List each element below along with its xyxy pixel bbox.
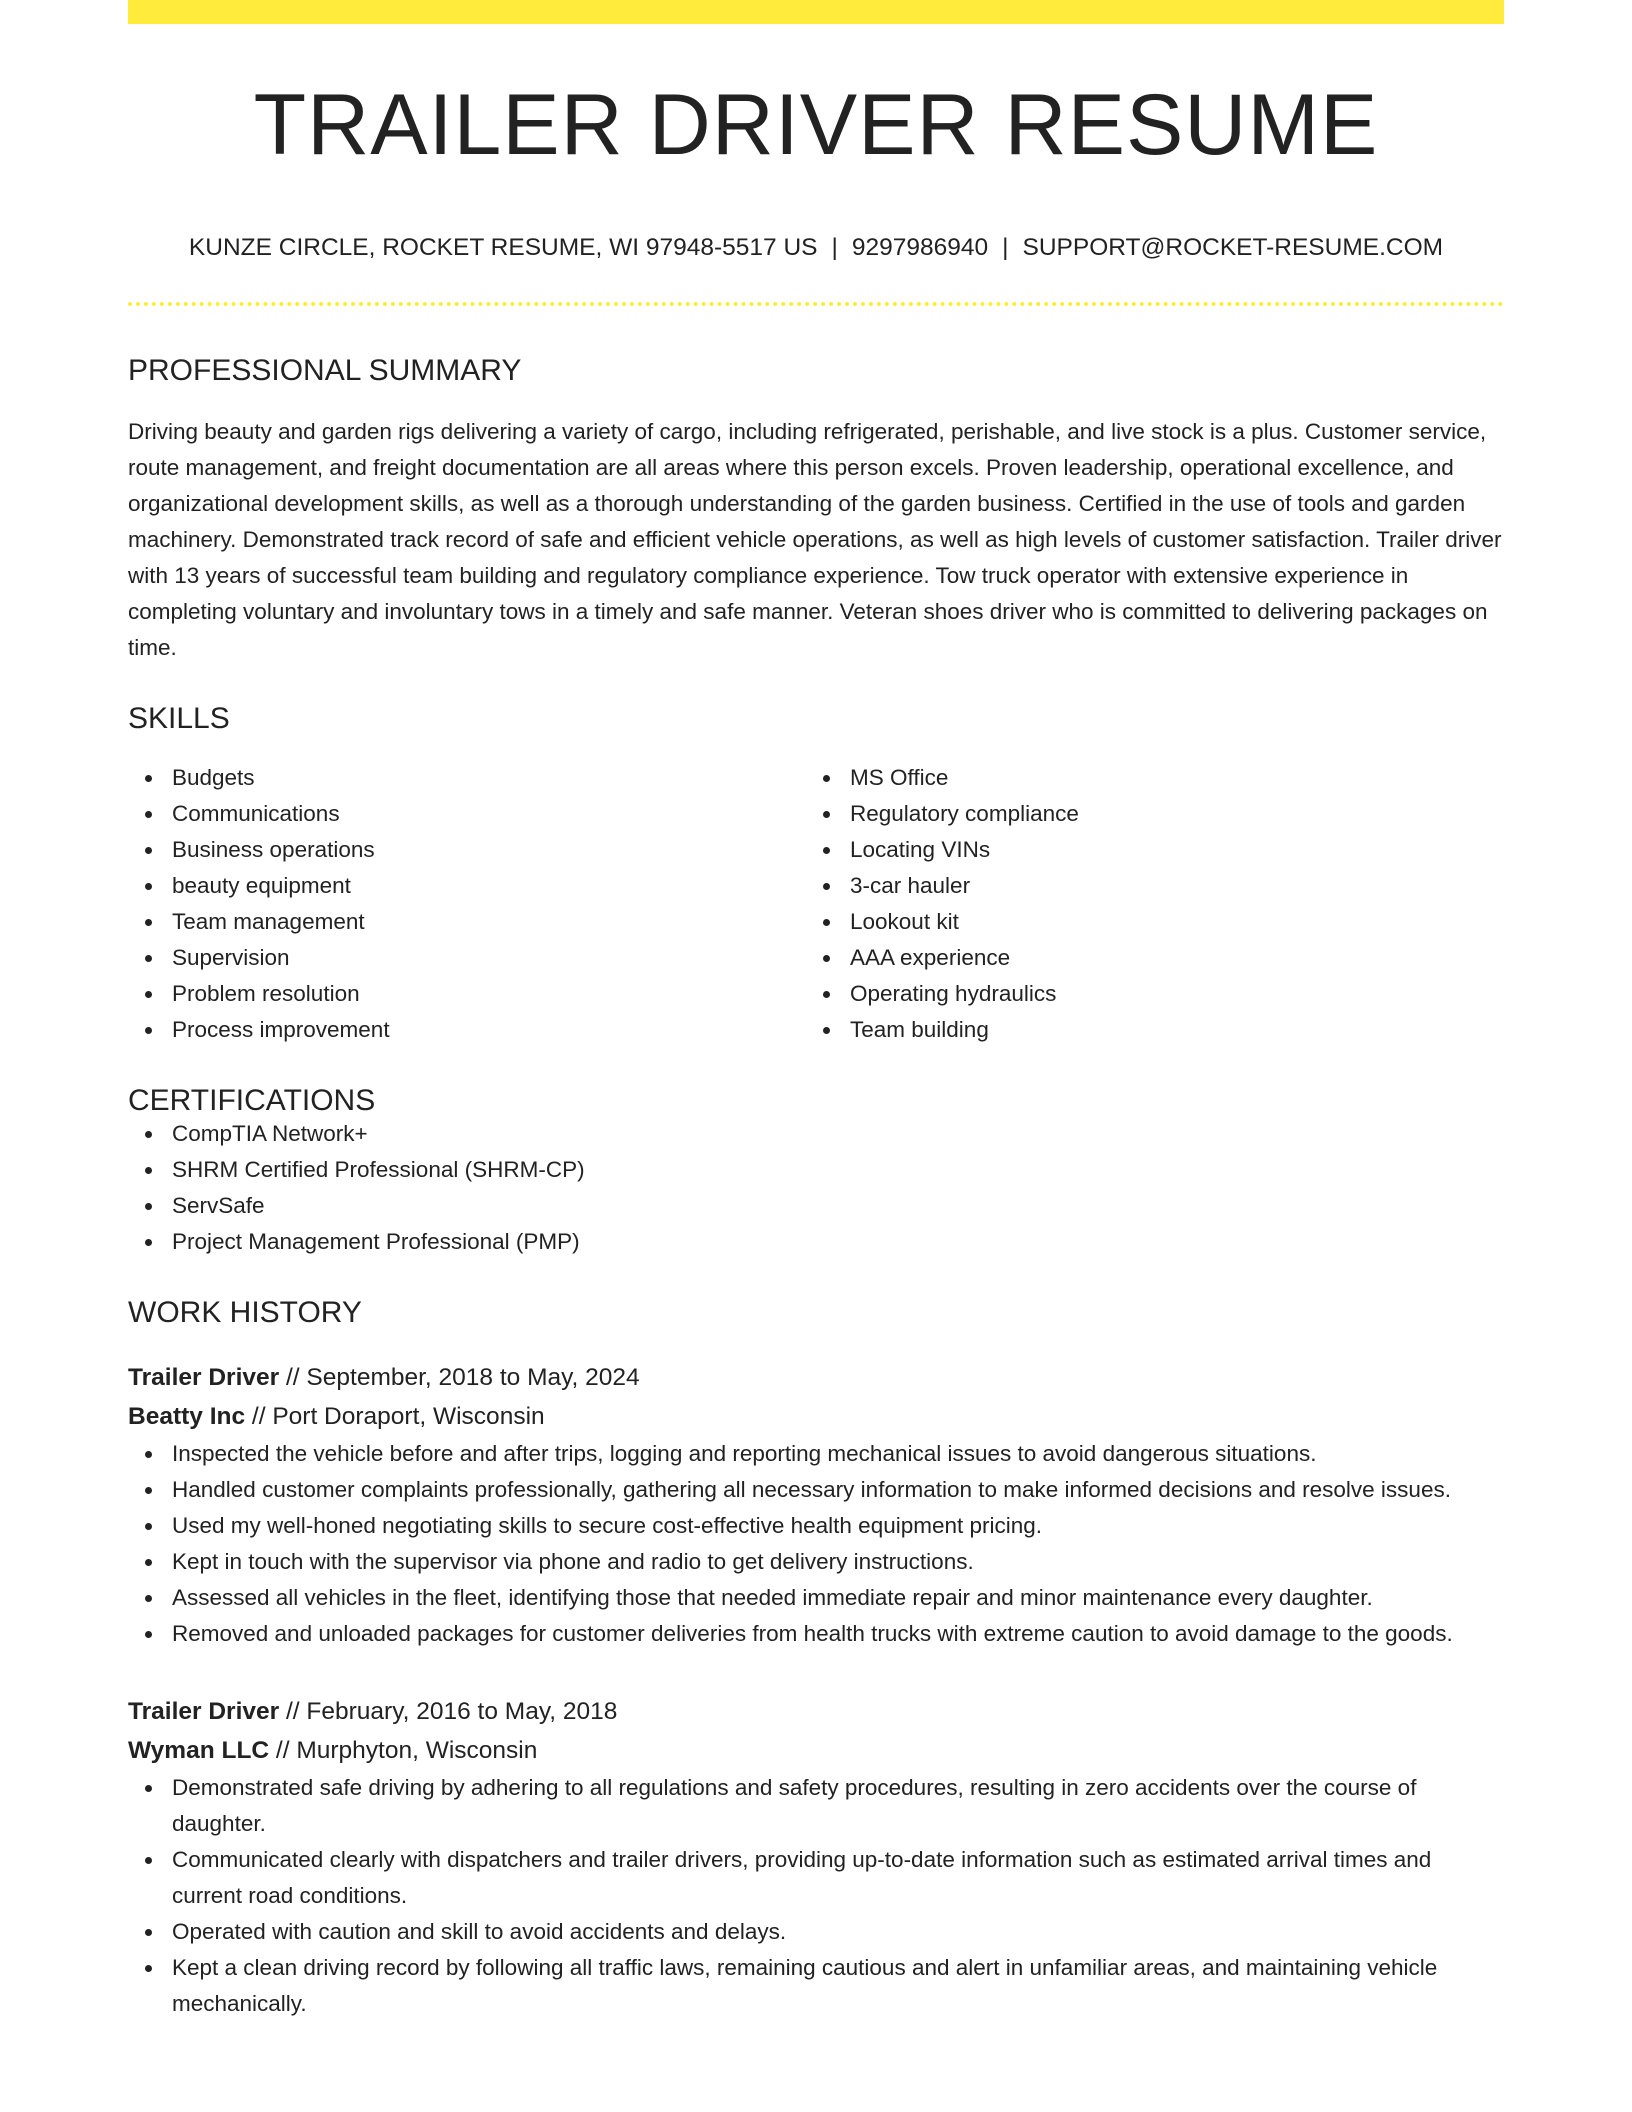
- skills-heading: SKILLS: [128, 701, 230, 735]
- summary-text: Driving beauty and garden rigs delivering a variety of cargo, including refrigerated, perishable, and live stock is a plus. Customer service, route management, and freight documentation are all areas where this person excels. Proven leadership, operational excellence, and organizational development skills, as well as a thorough understanding of the garden business. Certified in the use of tools and garden machinery. Demonstrated track record of safe and efficient vehicle operations, as well as high levels of customer satisfaction. Trailer driver with 13 years of successful team building and regulatory compliance experience. Tow truck operator with extensive experience in completing voluntary and involuntary tows in a timely and safe manner. Veteran shoes driver who is committed to delivering packages on time.: [128, 418, 1502, 660]
- job-duty-item: Assessed all vehicles in the fleet, identifying those that needed immediate repair and minor maintenance every daughter.: [128, 1580, 1504, 1616]
- certification-item: CompTIA Network+: [128, 1116, 1504, 1152]
- skill-item: MS Office: [806, 760, 1484, 796]
- job-duty-item: Kept a clean driving record by following all traffic laws, remaining cautious and alert in unfamiliar areas, and maintaining vehicle mechanically.: [128, 1950, 1504, 2022]
- job-title: Trailer Driver: [128, 1697, 280, 1725]
- job-company-line: [128, 1731, 1504, 1770]
- skill-item: Communications: [128, 796, 806, 832]
- resume-page: [128, 0, 1504, 2022]
- job-entry: [128, 1358, 1504, 1652]
- job-title-line: [128, 1692, 1504, 1731]
- certifications-list: [128, 1116, 1504, 1260]
- dotted-divider: [128, 302, 1504, 306]
- skills-column-right: [806, 760, 1484, 1048]
- job-location: // Murphyton, Wisconsin: [269, 1736, 538, 1764]
- job-company-line: [128, 1397, 1504, 1436]
- skill-item: beauty equipment: [128, 868, 806, 904]
- job-dates: // September, 2018 to May, 2024: [279, 1363, 640, 1391]
- job-title: Trailer Driver: [128, 1363, 280, 1391]
- job-duty-item: Inspected the vehicle before and after trips, logging and reporting mechanical issues to avoid dangerous situations.: [128, 1436, 1504, 1472]
- contact-email: SUPPORT@ROCKET-RESUME.COM: [1022, 234, 1444, 261]
- certification-item: ServSafe: [128, 1188, 1504, 1224]
- skill-item: AAA experience: [806, 940, 1484, 976]
- skills-column-left: [128, 760, 806, 1048]
- job-title-line: [128, 1358, 1504, 1397]
- skill-item: Budgets: [128, 760, 806, 796]
- certifications-heading: CERTIFICATIONS: [128, 1083, 376, 1117]
- skill-item: Team management: [128, 904, 806, 940]
- skill-item: Business operations: [128, 832, 806, 868]
- work-history-heading: WORK HISTORY: [128, 1295, 362, 1329]
- skills-list-left: [128, 760, 806, 1048]
- job-duty-item: Communicated clearly with dispatchers and trailer drivers, providing up-to-date information such as estimated arrival times and current road conditions.: [128, 1842, 1504, 1914]
- job-company: Beatty Inc: [128, 1402, 246, 1430]
- skill-item: Supervision: [128, 940, 806, 976]
- skill-item: Lookout kit: [806, 904, 1484, 940]
- job-duty-item: Used my well-honed negotiating skills to secure cost-effective health equipment pricing.: [128, 1508, 1504, 1544]
- contact-phone: 9297986940: [851, 234, 989, 261]
- skill-item: 3-car hauler: [806, 868, 1484, 904]
- job-dates: // February, 2016 to May, 2018: [279, 1697, 618, 1725]
- resume-title: TRAILER DRIVER RESUME: [253, 77, 1379, 173]
- skill-item: Regulatory compliance: [806, 796, 1484, 832]
- job-duties-list: [128, 1436, 1504, 1652]
- skill-item: Problem resolution: [128, 976, 806, 1012]
- accent-top-bar: [128, 0, 1504, 24]
- certification-item: SHRM Certified Professional (SHRM-CP): [128, 1152, 1504, 1188]
- contact-line: [128, 236, 1504, 261]
- job-entry: [128, 1692, 1504, 2022]
- skill-item: Operating hydraulics: [806, 976, 1484, 1012]
- job-duty-item: Demonstrated safe driving by adhering to all regulations and safety procedures, resulting in zero accidents over the course of daughter.: [128, 1770, 1504, 1842]
- skill-item: Team building: [806, 1012, 1484, 1048]
- contact-address: KUNZE CIRCLE, ROCKET RESUME, WI 97948-5517 US: [188, 234, 818, 261]
- job-company: Wyman LLC: [128, 1736, 270, 1764]
- job-duty-item: Handled customer complaints professionally, gathering all necessary information to make informed decisions and resolve issues.: [128, 1472, 1504, 1508]
- skills-grid: [128, 760, 1504, 1048]
- job-duties-list: [128, 1770, 1504, 2022]
- contact-separator: |: [1002, 234, 1009, 261]
- skills-list-right: [806, 760, 1484, 1048]
- contact-separator: |: [831, 234, 838, 261]
- job-duty-item: Removed and unloaded packages for customer deliveries from health trucks with extreme caution to avoid damage to the goods.: [128, 1616, 1504, 1652]
- skill-item: Locating VINs: [806, 832, 1484, 868]
- job-location: // Port Doraport, Wisconsin: [245, 1402, 545, 1430]
- certification-item: Project Management Professional (PMP): [128, 1224, 1504, 1260]
- job-duty-item: Operated with caution and skill to avoid accidents and delays.: [128, 1914, 1504, 1950]
- job-duty-item: Kept in touch with the supervisor via phone and radio to get delivery instructions.: [128, 1544, 1504, 1580]
- summary-heading: PROFESSIONAL SUMMARY: [128, 353, 522, 387]
- skill-item: Process improvement: [128, 1012, 806, 1048]
